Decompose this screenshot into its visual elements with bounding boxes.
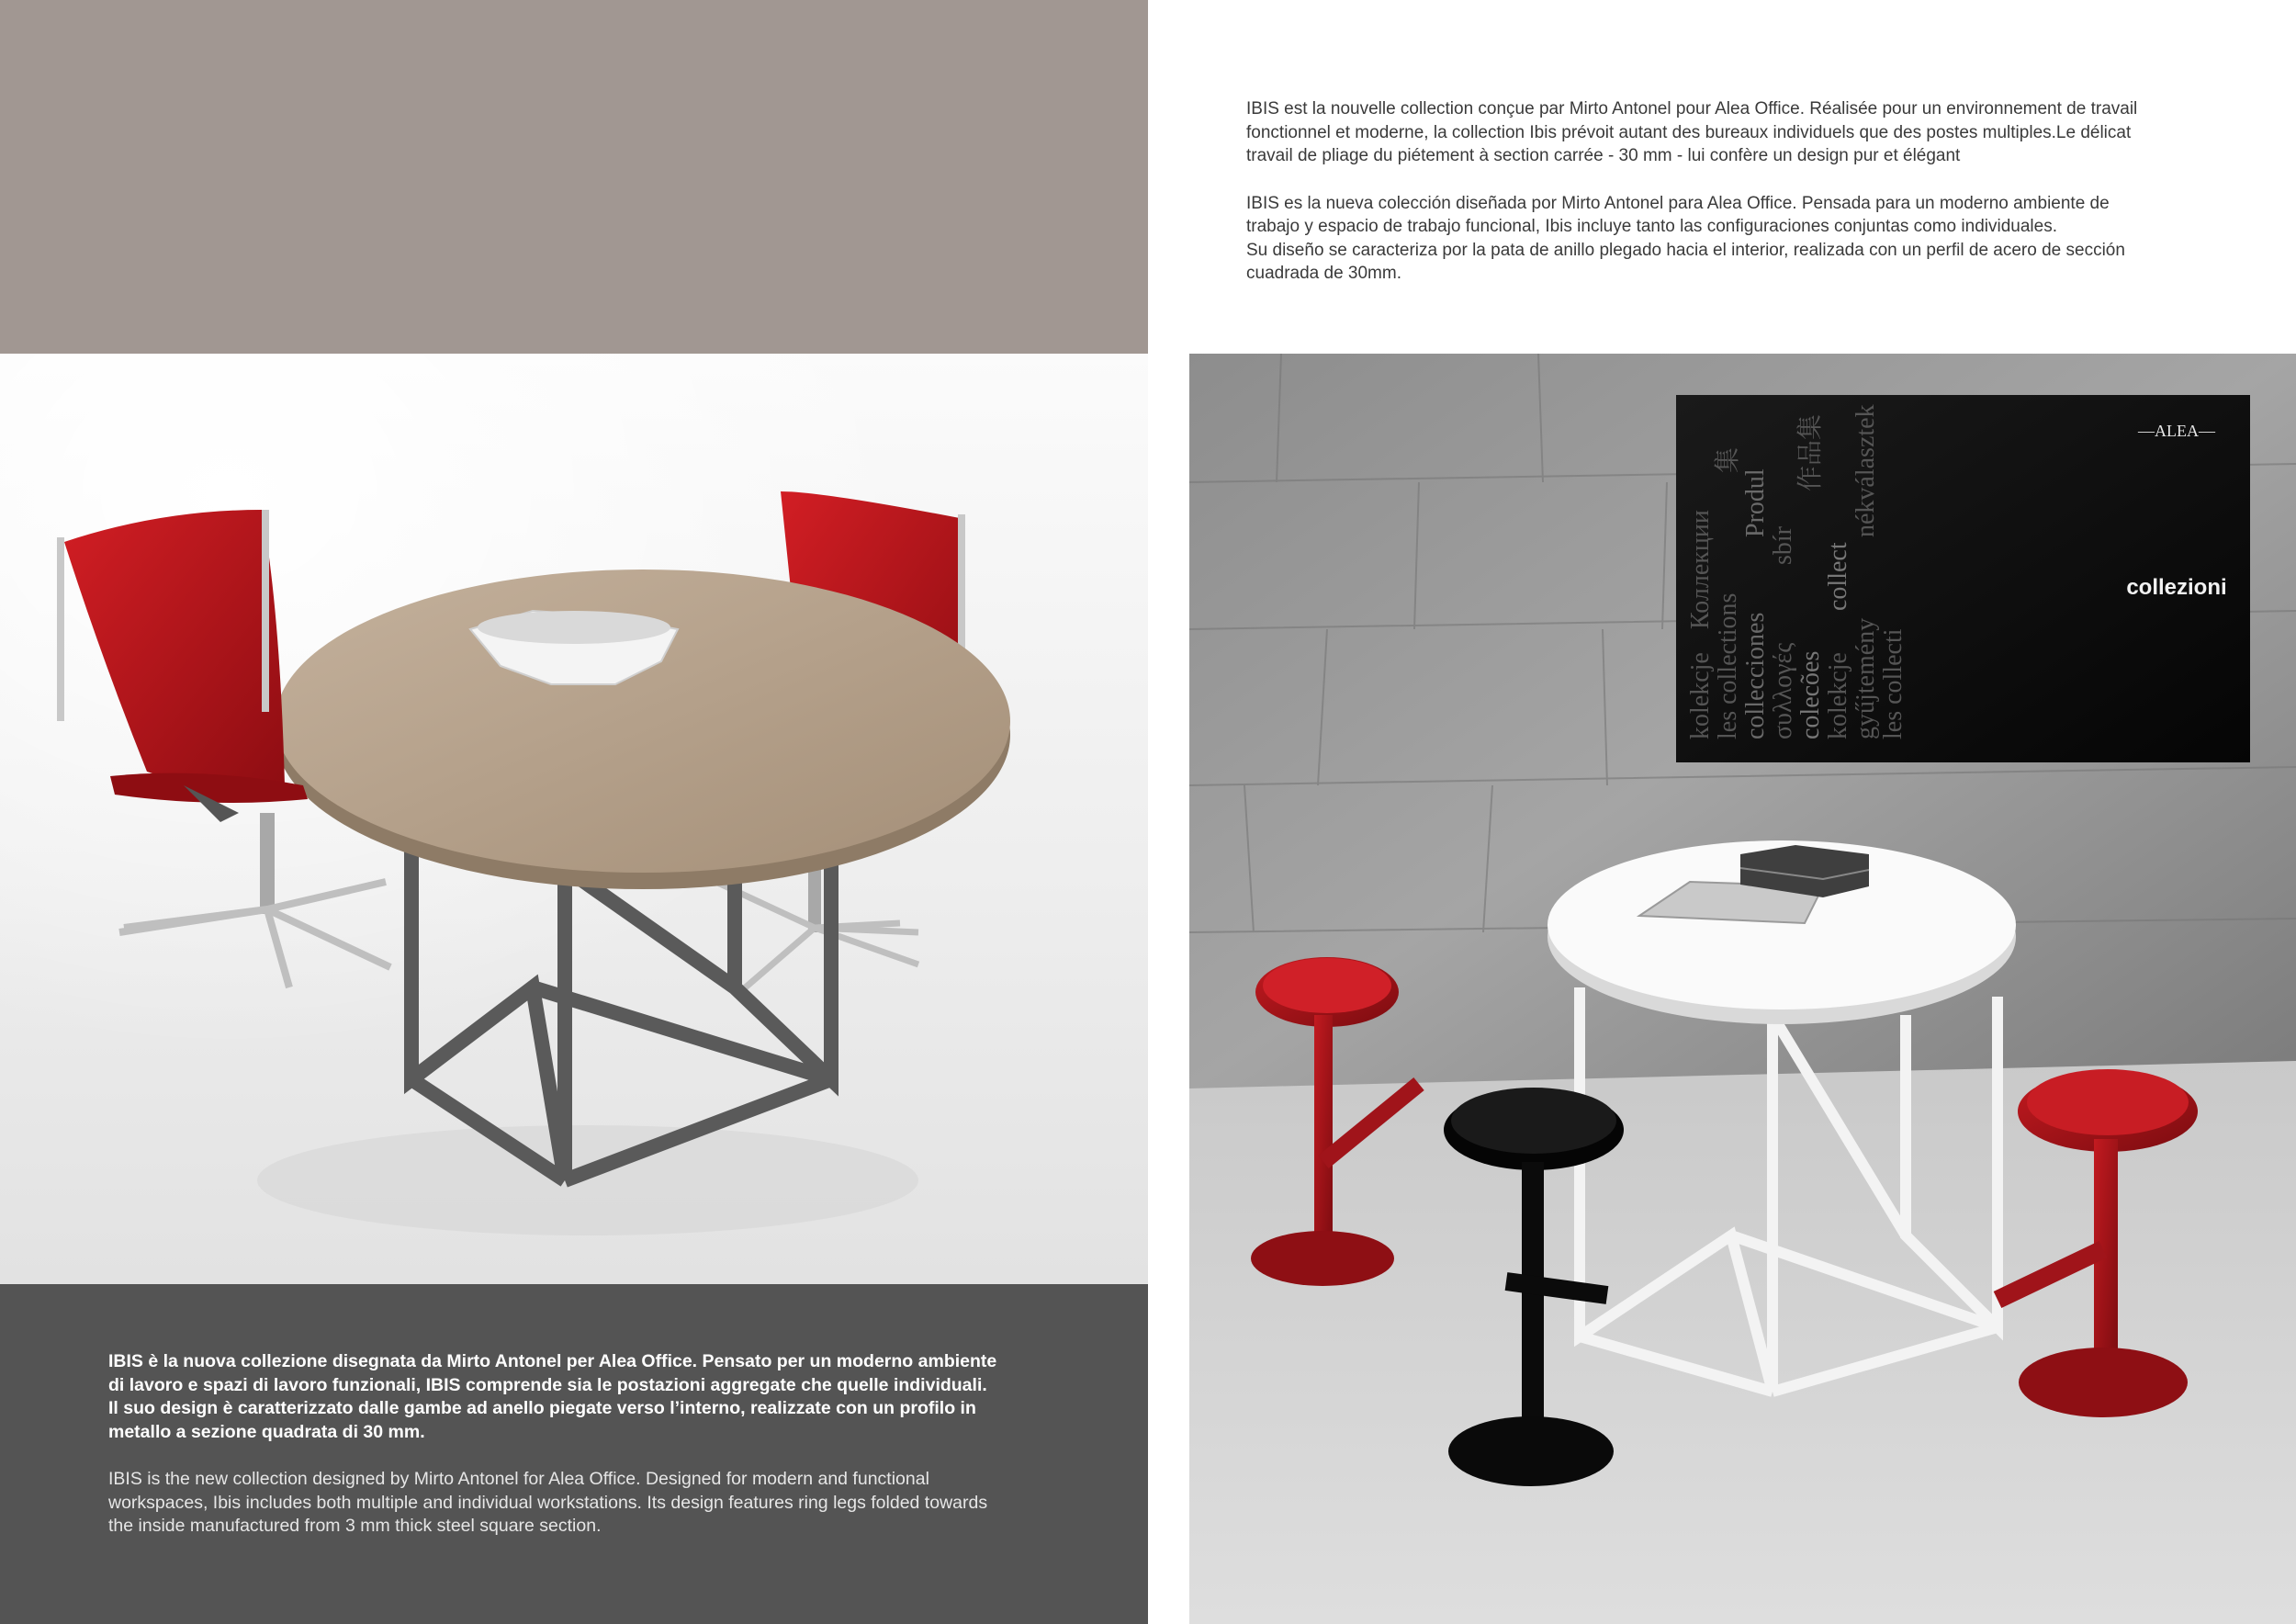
svg-text:kolekcje: kolekcje [1686, 652, 1715, 739]
svg-text:gyűjtemény: gyűjtemény [1851, 617, 1880, 739]
panel-label: collezioni [2126, 575, 2227, 600]
wall-panel [1676, 395, 2250, 762]
svg-text:作品集: 作品集 [1796, 413, 1825, 491]
photo-white-table-stools [1189, 354, 2296, 1624]
taupe-color-block [0, 0, 1148, 354]
svg-text:les collecti: les collecti [1879, 628, 1908, 739]
svg-text:集: 集 [1714, 446, 1742, 473]
svg-text:nékválasztek: nékválasztek [1851, 404, 1880, 537]
svg-text:συλλογές: συλλογές [1769, 642, 1797, 739]
paragraph-english: IBIS is the new collection designed by Mirto Antonel for Alea Office. Designed for modern and functional workspaces, Ibis includes both multiple and individual workstations. Its design features ring legs folded towards the inside manufactured from 3 mm thick steel square section. [108, 1469, 988, 1536]
svg-text:Коллекции: Коллекции [1686, 510, 1715, 629]
svg-text:colecões: colecões [1796, 650, 1825, 739]
paragraph-italian: IBIS è la nuova collezione disegnata da Mirto Antonel per Alea Office. Pensato per un moderno ambiente di lavoro e spazi di lavoro funzionali, IBIS comprende sia le postazioni aggregate che quelle individuali. Il suo design è caratterizzato dalle gambe ad anello piegate verso l’interno, realizzate con un profilo in metallo a sezione quadrata di 30 mm. [108, 1351, 997, 1442]
svg-text:kolekcje: kolekcje [1824, 652, 1852, 739]
description-it-en [108, 1350, 1045, 1562]
paragraph-spanish: IBIS es la nueva colección diseñada por Mirto Antonel para Alea Office. Pensada para un moderno ambiente de trabajo y espacio de trabajo funcional, Ibis incluye tanto las configuraciones conjuntas como individuales. Su diseño se caracteriza por la pata de anillo plegado hacia el interior, realizada con un perfil de acero de sección cuadrada de 30mm. [1246, 193, 2125, 283]
svg-text:sbír: sbír [1769, 526, 1797, 565]
panel-brand-logo: —ALEA— [2138, 422, 2215, 440]
description-fr-es [1246, 97, 2206, 310]
svg-text:collect: collect [1824, 542, 1852, 611]
paragraph-french: IBIS est la nouvelle collection conçue par Mirto Antonel pour Alea Office. Réalisée pour un environnement de travail fonctionnel et moderne, la collection Ibis prévoit autant des bureaux individuels que des postes multiples.Le délicat travail de pliage du piétement à section carrée - 30 mm - lui confère un design pur et élégant [1246, 99, 2138, 165]
photo-table-red-chairs [0, 354, 1148, 1284]
svg-text:les collections: les collections [1714, 592, 1742, 739]
svg-text:Produl: Produl [1741, 468, 1770, 537]
svg-text:collecciones: collecciones [1741, 612, 1770, 739]
